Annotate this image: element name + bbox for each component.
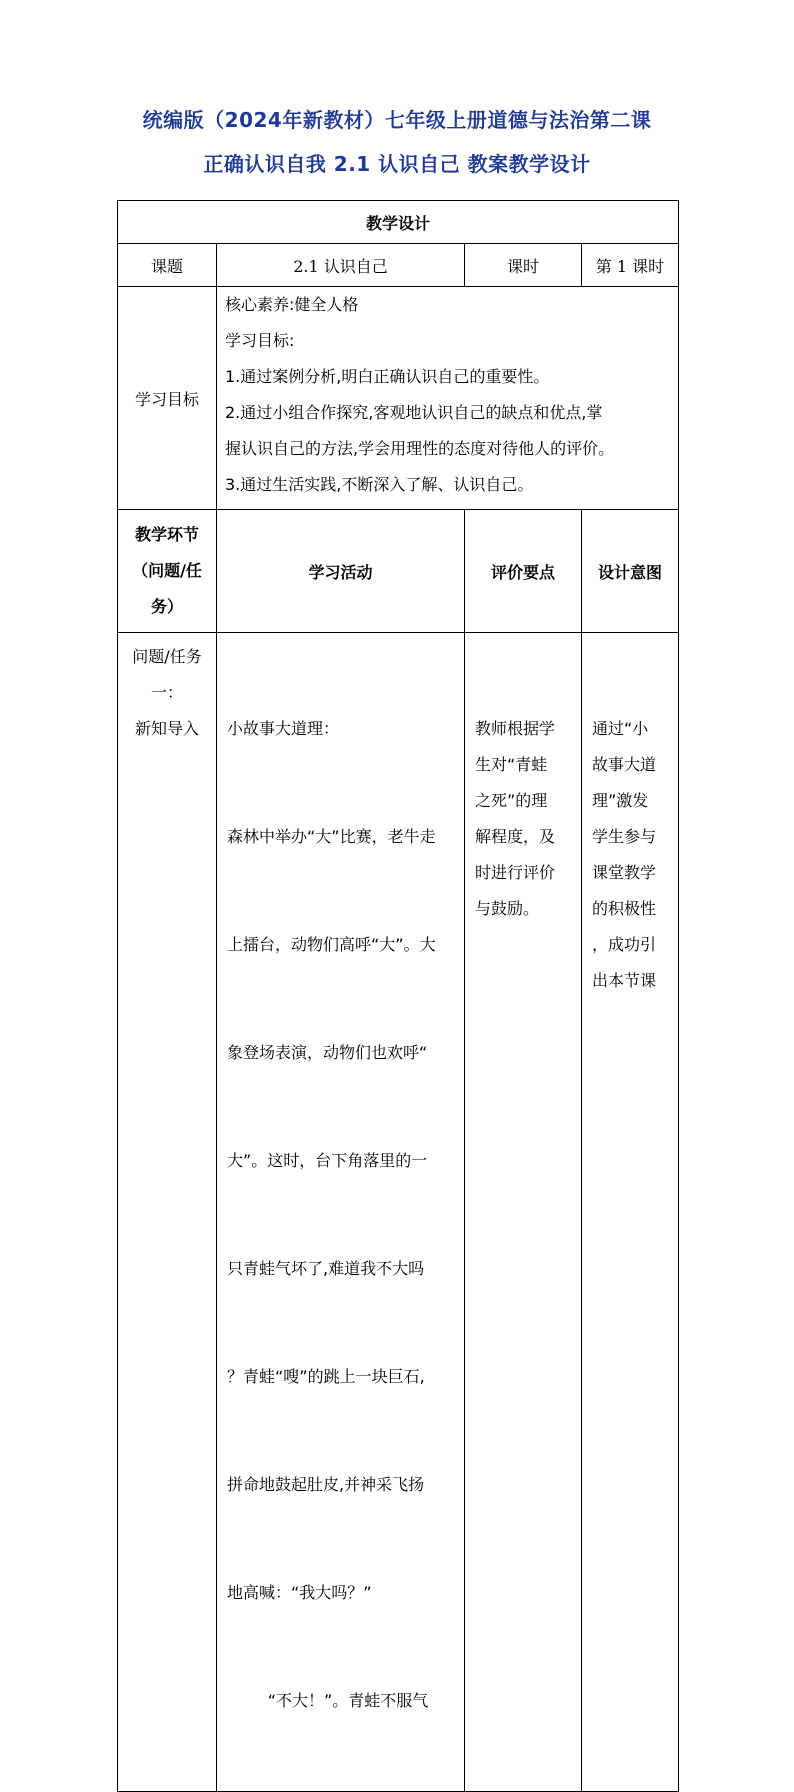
column-header-stage [118, 510, 217, 633]
document-title-line-1: 统编版（2024年新教材）七年级上册道德与法治第二课 [142, 108, 652, 132]
objective-line: 3.通过生活实践,不断深入了解、认识自己。 [225, 475, 534, 494]
objectives-label: 学习目标 [118, 287, 217, 510]
column-header-activity: 学习活动 [217, 510, 465, 633]
period-value: 第 1 课时 [582, 244, 679, 287]
stage-header-line: 教学环节 [134, 525, 199, 544]
evaluation-line: 与鼓励。 [475, 899, 540, 918]
topic-label: 课题 [118, 244, 217, 287]
activity-line: 只青蛙气坏了,难道我不大吗 [227, 1259, 425, 1278]
period-label: 课时 [465, 244, 582, 287]
lesson-plan-table [117, 200, 679, 1792]
objective-line: 核心素养:健全人格 [225, 295, 359, 314]
objective-line: 学习目标: [225, 331, 295, 350]
activity-line: “不大！”。青蛙不服气 [227, 1691, 429, 1710]
intent-line: 故事大道 [592, 755, 657, 774]
intent-line: 通过“小 [592, 719, 649, 738]
activity-line: 森林中举办“大”比赛，老牛走 [227, 827, 436, 846]
column-header-evaluation: 评价要点 [465, 510, 582, 633]
task1-stage-line: 新知导入 [134, 719, 199, 738]
objective-line: 2.通过小组合作探究,客观地认识自己的缺点和优点,掌 [225, 403, 603, 422]
stage-header-line: （问题/任 [132, 561, 202, 580]
intent-line: ，成功引 [592, 935, 657, 954]
activity-line: 拼命地鼓起肚皮,并神采飞扬 [227, 1475, 425, 1494]
task1-stage [118, 633, 217, 1792]
evaluation-line: 教师根据学 [475, 719, 556, 738]
task1-activity [217, 633, 465, 1792]
evaluation-line: 生对“青蛙 [475, 755, 548, 774]
intent-line: 出本节课 [592, 971, 657, 990]
objectives-content [217, 287, 679, 510]
activity-line: 上擂台，动物们高呼“大”。大 [227, 935, 436, 954]
task1-stage-line: 一： [150, 683, 183, 702]
activity-line: 象登场表演，动物们也欢呼“ [227, 1043, 428, 1062]
activity-line: 地高喊：“我大吗？” [227, 1583, 372, 1602]
intent-line: 理”激发 [592, 791, 649, 810]
document-title-line-2: 正确认识自我 2.1 认识自己 教案教学设计 [203, 152, 591, 176]
intent-line: 学生参与 [592, 827, 657, 846]
table-header: 教学设计 [118, 201, 679, 244]
evaluation-line: 之死”的理 [475, 791, 548, 810]
task1-evaluation [465, 633, 582, 1792]
evaluation-line: 解程度，及 [475, 827, 556, 846]
intent-line: 的积极性 [592, 899, 657, 918]
topic-value: 2.1 认识自己 [217, 244, 465, 287]
evaluation-line: 时进行评价 [475, 863, 556, 882]
stage-header-line: 务） [150, 597, 183, 616]
task1-stage-line: 问题/任务 [132, 647, 202, 666]
activity-line: 小故事大道理： [227, 719, 340, 738]
task1-intent [582, 633, 679, 1792]
objective-line: 1.通过案例分析,明白正确认识自己的重要性。 [225, 367, 550, 386]
activity-line: 大”。这时，台下角落里的一 [227, 1151, 428, 1170]
intent-line: 课堂教学 [592, 863, 657, 882]
objective-line: 握认识自己的方法,学会用理性的态度对待他人的评价。 [225, 439, 615, 458]
column-header-intent: 设计意图 [582, 510, 679, 633]
activity-line: ？青蛙“嗖”的跳上一块巨石, [227, 1367, 425, 1386]
